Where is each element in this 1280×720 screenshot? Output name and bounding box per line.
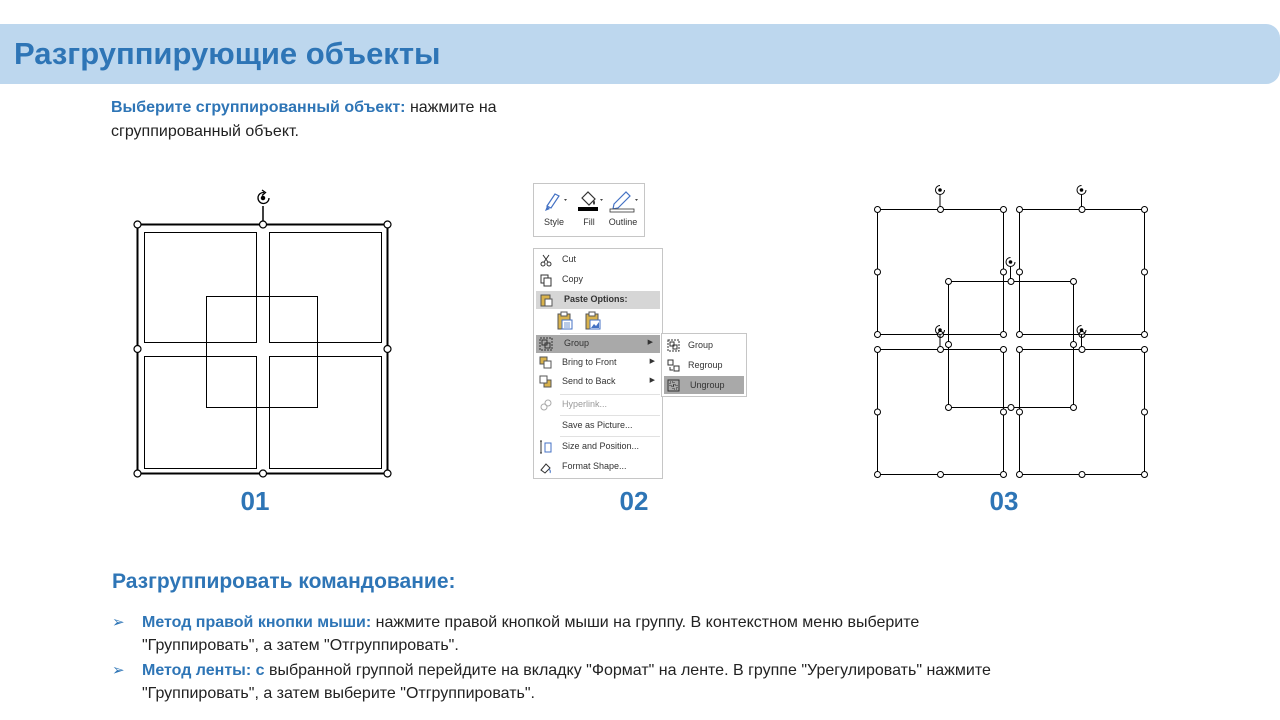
paste-options-header: Paste Options: <box>536 291 660 309</box>
resize-handle[interactable] <box>1142 269 1148 275</box>
submenu-arrow-icon: ▶ <box>649 358 655 365</box>
bullet-arrow-icon: ➢ <box>112 662 125 679</box>
bullet-item-right-click: ➢ Метод правой кнопки мыши: нажмите правой кнопкой мыши на группу. В контекстном меню выберите "Группировать", а затем "Отгруппировать". <box>112 611 1032 657</box>
menu-item-send-to-back[interactable]: Send to Back ▶ <box>534 373 662 391</box>
fill-label: Fill <box>583 217 595 227</box>
resize-handle[interactable] <box>875 332 881 338</box>
resize-handle[interactable] <box>1079 347 1085 353</box>
resize-handle[interactable] <box>1071 342 1077 348</box>
resize-handle[interactable] <box>1142 207 1148 213</box>
resize-handle[interactable] <box>946 279 952 285</box>
resize-handle[interactable] <box>1017 207 1023 213</box>
menu-item-hyperlink[interactable]: Hyperlink... <box>534 396 662 414</box>
resize-handle[interactable] <box>1001 269 1007 275</box>
resize-handle[interactable] <box>1001 332 1007 338</box>
menu-item-format-shape[interactable]: Format Shape... <box>534 458 662 476</box>
ungrouped-square-top-right[interactable] <box>1017 186 1148 338</box>
resize-handle[interactable] <box>1079 207 1085 213</box>
resize-handle[interactable] <box>1071 279 1077 285</box>
menu-item-bring-to-front[interactable]: Bring to Front ▶ <box>534 354 662 372</box>
figure-label-02: 02 <box>619 486 649 516</box>
resize-handle[interactable] <box>1001 472 1007 478</box>
submenu-item-regroup[interactable]: Regroup <box>662 356 746 374</box>
resize-handle[interactable] <box>1008 279 1014 285</box>
bullet-list <box>112 611 1032 707</box>
resize-handle[interactable] <box>1142 347 1148 353</box>
outline-label: Outline <box>608 217 638 227</box>
bullet-arrow-icon: ➢ <box>112 614 125 631</box>
submenu-arrow-icon: ▶ <box>649 377 655 384</box>
resize-handle[interactable] <box>946 342 952 348</box>
resize-handle[interactable] <box>875 409 881 415</box>
rotate-handle-icon[interactable] <box>1077 186 1086 195</box>
figure-label-03: 03 <box>989 486 1019 516</box>
resize-handle[interactable] <box>1001 409 1007 415</box>
menu-item-cut[interactable]: Cut <box>534 251 662 269</box>
ungrouped-square-bottom-right[interactable] <box>1017 326 1148 478</box>
resize-handle[interactable] <box>1017 269 1023 275</box>
resize-handle[interactable] <box>1017 472 1023 478</box>
resize-handle[interactable] <box>938 472 944 478</box>
resize-handle[interactable] <box>946 405 952 411</box>
resize-handle[interactable] <box>875 207 881 213</box>
resize-handle[interactable] <box>1142 332 1148 338</box>
resize-handle[interactable] <box>1001 207 1007 213</box>
resize-handle[interactable] <box>1079 472 1085 478</box>
submenu-item-group[interactable]: Group <box>662 336 746 354</box>
menu-item-save-as-picture[interactable]: Save as Picture... <box>562 420 633 430</box>
ungrouped-square-top-left[interactable] <box>875 186 1007 338</box>
resize-handle[interactable] <box>1017 332 1023 338</box>
figure-label-01: 01 <box>240 486 270 516</box>
page-title: Разгруппирующие объекты <box>14 36 441 71</box>
resize-handle[interactable] <box>1142 472 1148 478</box>
ungrouped-square-bottom-left[interactable] <box>875 326 1007 478</box>
resize-handle[interactable] <box>1017 347 1023 353</box>
resize-handle[interactable] <box>1001 347 1007 353</box>
resize-handle[interactable] <box>1142 409 1148 415</box>
resize-handle[interactable] <box>875 269 881 275</box>
menu-item-group[interactable]: Group ▶ <box>536 335 660 353</box>
rotate-handle-icon[interactable] <box>1006 258 1015 267</box>
style-label: Style <box>543 217 564 227</box>
resize-handle[interactable] <box>1017 409 1023 415</box>
resize-handle[interactable] <box>875 347 881 353</box>
menu-item-size-position[interactable]: Size and Position... <box>534 438 662 456</box>
rotate-handle-icon[interactable] <box>936 186 945 195</box>
resize-handle[interactable] <box>938 347 944 353</box>
resize-handle[interactable] <box>1071 405 1077 411</box>
section-title: Разгруппировать командование: <box>112 570 456 593</box>
intro-body: нажмите на сгруппированный объект. <box>111 99 497 140</box>
intro-bold: Выберите сгруппированный объект: <box>111 99 406 116</box>
resize-handle[interactable] <box>1008 405 1014 411</box>
bullet-item-ribbon: ➢ Метод ленты: с выбранной группой перейдите на вкладку "Формат" на ленте. В группе "Урегулировать" нажмите "Группировать", а затем выберите "Отгруппировать". <box>112 659 1032 705</box>
resize-handle[interactable] <box>938 207 944 213</box>
menu-item-copy[interactable]: Copy <box>534 271 662 289</box>
resize-handle[interactable] <box>875 472 881 478</box>
submenu-item-ungroup[interactable]: Ungroup <box>664 376 744 394</box>
submenu-arrow-icon: ▶ <box>647 339 653 346</box>
